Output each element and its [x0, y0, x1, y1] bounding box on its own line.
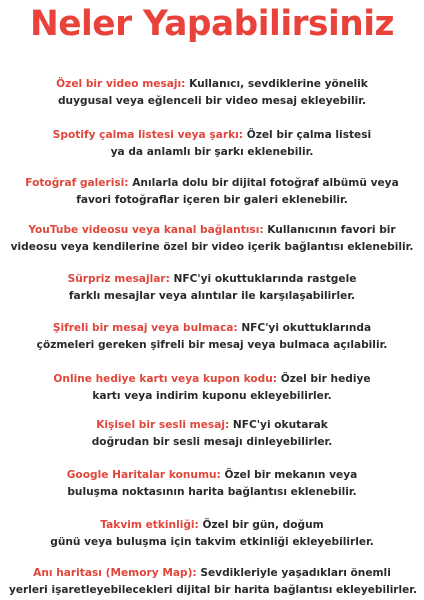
item-text: Özel bir çalma listesi	[243, 129, 372, 141]
item-term: Anı haritası (Memory Map):	[33, 567, 197, 579]
list-item	[8, 565, 416, 599]
item-line-2: buluşma noktasının harita bağlantısı eklenebilir.	[67, 486, 357, 498]
item-term: Özel bir video mesajı:	[56, 78, 186, 90]
item-term: Online hediye kartı veya kupon kodu:	[53, 373, 278, 385]
item-line-1	[8, 76, 416, 93]
list-item	[8, 175, 416, 209]
page-title: Neler Yapabilirsiniz	[29, 4, 395, 44]
item-line-1	[8, 127, 416, 144]
item-line-1	[8, 417, 416, 434]
item-line-1	[8, 467, 416, 484]
item-line-1	[8, 565, 416, 582]
item-line-2: videosu veya kendilerine özel bir video içerik bağlantısı eklenebilir.	[10, 241, 414, 253]
list-item	[8, 127, 416, 161]
item-line-1	[8, 320, 416, 337]
item-term: Sürpriz mesajlar:	[67, 273, 170, 285]
item-text: Kullanıcının favori bir	[263, 224, 396, 236]
item-term: Fotoğraf galerisi:	[25, 177, 129, 189]
item-text: Sevdikleriyle yaşadıkları önemli	[196, 567, 391, 579]
list-item	[8, 76, 416, 110]
item-text: Özel bir mekanın veya	[220, 469, 358, 481]
list-item	[8, 271, 416, 305]
list-item	[8, 467, 416, 501]
item-line-2: doğrudan bir sesli mesajı dinleyebilirler.	[91, 436, 333, 448]
item-line-2: yerleri işaretleyebilecekleri dijital bir harita bağlantısı ekleyebilirler.	[8, 584, 417, 596]
list-item	[8, 417, 416, 451]
item-term: YouTube videosu veya kanal bağlantısı:	[28, 224, 264, 236]
list-item	[8, 517, 416, 551]
item-line-1	[8, 271, 416, 288]
item-text: Kullanıcı, sevdiklerine yönelik	[185, 78, 368, 90]
item-line-2: ya da anlamlı bir şarkı eklenebilir.	[110, 146, 314, 158]
item-line-1	[8, 175, 416, 192]
item-text: NFC'yi okuttuklarında	[237, 322, 372, 334]
item-term: Şifreli bir mesaj veya bulmaca:	[52, 322, 238, 334]
item-term: Takvim etkinliği:	[100, 519, 199, 531]
list-item	[8, 371, 416, 405]
item-term: Kişisel bir sesli mesaj:	[96, 419, 230, 431]
list-item	[8, 222, 416, 256]
item-line-2: çözmeleri gereken şifreli bir mesaj veya bulmaca açılabilir.	[36, 339, 388, 351]
item-text: Özel bir hediye	[277, 373, 371, 385]
list-item	[8, 320, 416, 354]
item-text: NFC'yi okutarak	[229, 419, 328, 431]
item-line-2: günü veya buluşma için takvim etkinliği ekleyebilirler.	[50, 536, 374, 548]
item-text: Anılarla dolu bir dijital fotoğraf albümü veya	[128, 177, 399, 189]
item-text: NFC'yi okuttuklarında rastgele	[169, 273, 357, 285]
item-line-2: kartı veya indirim kuponu ekleyebilirler.	[92, 390, 332, 402]
item-line-1	[8, 517, 416, 534]
item-line-2: farklı mesajlar veya alıntılar ile karşılaşabilirler.	[68, 290, 356, 302]
item-line-2: favori fotoğraflar içeren bir galeri eklenebilir.	[76, 194, 348, 206]
item-line-2: duygusal veya eğlenceli bir video mesaj ekleyebilir.	[57, 95, 367, 107]
item-text: Özel bir gün, doğum	[198, 519, 324, 531]
item-term: Spotify çalma listesi veya şarkı:	[52, 129, 243, 141]
item-line-1	[8, 371, 416, 388]
item-term: Google Haritalar konumu:	[66, 469, 221, 481]
item-line-1	[8, 222, 416, 239]
